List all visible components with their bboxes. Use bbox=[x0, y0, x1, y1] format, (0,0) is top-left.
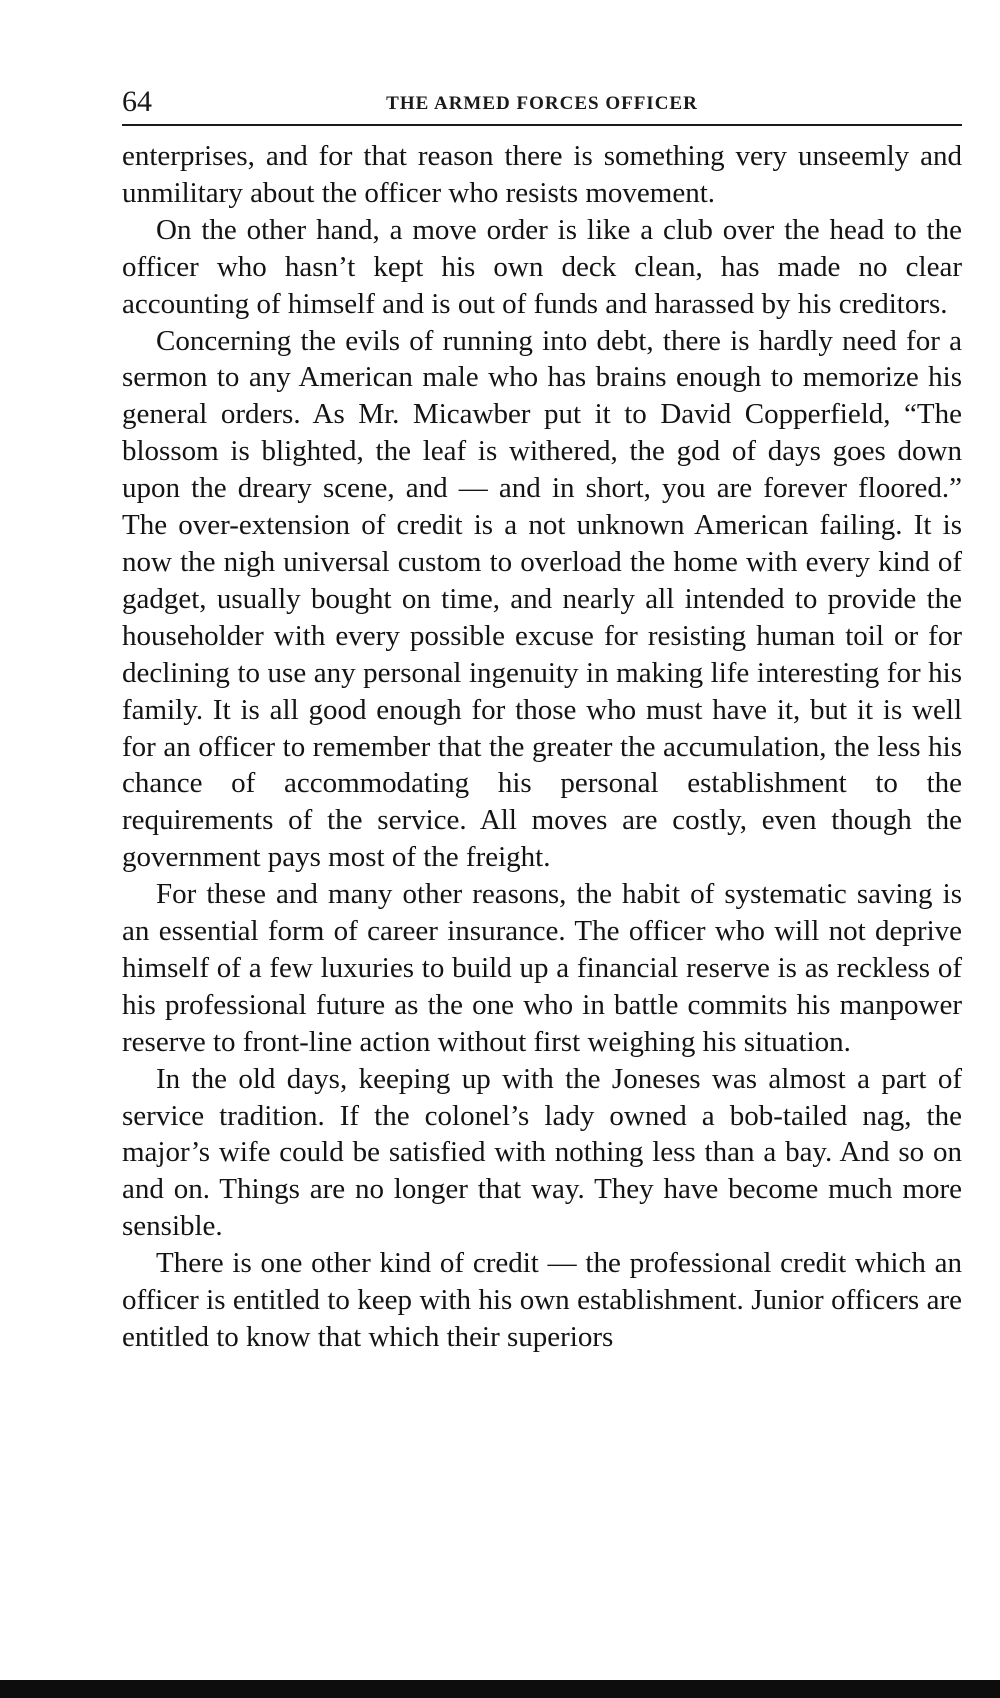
paragraph-professional-credit: There is one other kind of credit — the professional credit which an officer is entitled to keep with his own establishment. Junior officers are entitled to know that which their superiors bbox=[122, 1247, 962, 1353]
body-text bbox=[122, 138, 962, 1356]
scan-bottom-edge bbox=[0, 1680, 1000, 1698]
page-number: 64 bbox=[122, 85, 152, 118]
paragraph-continuation: enterprises, and for that reason there is something very unseemly and unmilitary about the officer who resists movement. bbox=[122, 140, 962, 209]
paragraph-saving: For these and many other reasons, the habit of systematic saving is an essential form of career insurance. The officer who will not deprive himself of a few luxuries to build up a financial reserve is as reckless of his professional future as the one who in battle commits his manpower reserve to front-line action without first weighing his situation. bbox=[122, 878, 962, 1058]
paragraph-move-order: On the other hand, a move order is like a club over the head to the officer who hasn’t kept his own deck clean, has made no clear accounting of himself and is out of funds and harassed by his creditors. bbox=[122, 213, 962, 320]
page-header bbox=[122, 84, 962, 126]
paragraph-debt: Concerning the evils of running into debt, there is hardly need for a sermon to any American male who has brains enough to memorize his general orders. As Mr. Micawber put it to David Copperfield, “The blossom is blighted, the leaf is withered, the god of days goes down upon the dreary scene, and — and in short, you are forever floored.” The over-extension of credit is a not unknown American failing. It is now the nigh universal custom to overload the home with every kind of gadget, usually bought on time, and nearly all intended to provide the householder with every possible excuse for resisting human toil or for declining to use any personal ingenuity in making life interesting for his family. It is all good enough for those who must have it, but it is well for an officer to remember that the greater the accumulation, the less his chance of accommodating his personal establishment to the requirements of the service. All moves are costly, even though the government pays most of the freight. bbox=[122, 324, 962, 874]
paragraph-joneses: In the old days, keeping up with the Joneses was almost a part of service tradition. If the colonel’s lady owned a bob-tailed nag, the major’s wife could be satisfied with nothing less than a bay. And so on and on. Things are no longer that way. They have become much more sensible. bbox=[122, 1062, 962, 1243]
running-head-title: THE ARMED FORCES OFFICER bbox=[386, 93, 698, 114]
